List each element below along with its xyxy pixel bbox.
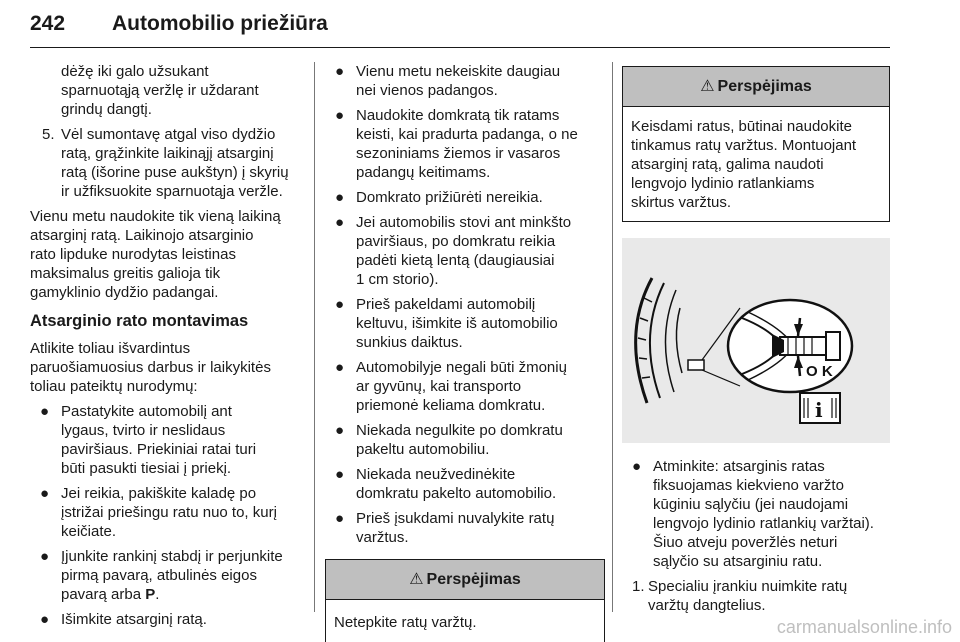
list-item: ● Atminkite: atsarginis ratas fiksuojamas kiekvieno varžto kūginiu sąlyčiu (jei naudojami lengvojo lydinio ratlankių varžtai). Šiuo atveju poveržlės neturi sąlyčio su atsarginiu ratu. <box>632 458 874 570</box>
list-item: ● Išimkite atsarginį ratą. <box>40 611 207 628</box>
column-divider <box>314 62 315 612</box>
step-number: 5. <box>42 126 55 143</box>
warning-title: Perspėjimas <box>717 78 812 95</box>
continued-text: dėžę iki galo užsukant sparnuotąją veržlę ir uždarant grindų dangtį. <box>61 63 259 118</box>
bullet-icon: ● <box>40 403 50 420</box>
bullet-icon: ● <box>40 548 50 565</box>
list-item: ● Naudokite domkratą tik ratams keisti, kai pradurta padanga, o ne sezoniniams žiemos ir vasaros padangų keitimams. <box>335 107 578 181</box>
list-item: ● Prieš pakeldami automobilį keltuvu, išimkite iš automobilio sunkius daiktus. <box>335 296 558 351</box>
step-5: 5. Vėl sumontavę atgal viso dydžio ratą, grąžinkite laikinąjį atsarginį ratą (išorine puse aukštyn) į skyrių ir užfiksuokite sparnuotąja veržle. <box>42 126 289 200</box>
list-item: ● Pastatykite automobilį ant lygaus, tvirto ir neslidaus paviršiaus. Priekiniai ratai turi būti pasukti tiesiai į priekį. <box>40 403 257 477</box>
column-middle <box>325 62 605 642</box>
column-divider <box>612 62 613 612</box>
section-heading: Atsarginio rato montavimas <box>30 312 249 330</box>
list-item: ● Niekada negulkite po domkratu pakeltu automobiliu. <box>335 422 563 458</box>
bullet-icon: ● <box>335 107 345 124</box>
bullet-icon: ● <box>335 359 345 376</box>
bullet-icon: ● <box>335 189 345 206</box>
bullet-icon: ● <box>335 466 345 483</box>
warning-box <box>325 559 605 642</box>
intro-paragraph: Atlikite toliau išvardintus paruošiamuosius darbus ir laikykitės toliau pateiktų nurodymų: <box>30 340 271 395</box>
warning-icon: ⚠ <box>409 571 424 588</box>
gear-p-label: P <box>145 586 156 603</box>
bullet-icon: ● <box>335 214 345 231</box>
list-item: ● Jei reikia, pakiškite kaladę po įstrižai priešingu ratu nuo to, kurį keičiate. <box>40 485 277 540</box>
bullet-icon: ● <box>40 611 50 628</box>
warning-icon: ⚠ <box>700 78 715 95</box>
page-number: 242 <box>30 12 66 35</box>
column-left <box>30 62 305 635</box>
bullet-icon: ● <box>335 63 345 80</box>
list-item: ● Jei automobilis stovi ant minkšto paviršiaus, po domkratu reikia padėti kietą lentą (daugiausiai 1 cm storio). <box>335 214 572 288</box>
list-item: ● Vienu metu nekeiskite daugiau nei vienos padangos. <box>335 63 561 99</box>
wheel-bolt-illustration <box>622 238 890 443</box>
wheel-bolt-icon <box>622 238 890 443</box>
list-item: ● Įjunkite rankinį stabdį ir perjunkite pirmą pavarą, atbulinės eigos pavarą arba P. <box>40 548 283 603</box>
figure-ok-label: O K <box>806 363 833 380</box>
warning-header <box>326 560 604 600</box>
page-title: Automobilio priežiūra <box>112 12 328 35</box>
warning-body: Netepkite ratų varžtų. <box>334 614 477 631</box>
warning-title: Perspėjimas <box>426 571 521 588</box>
spare-wheel-paragraph: Vienu metu naudokite tik vieną laikiną atsarginį ratą. Laikinojo atsarginio rato lipduke nurodytas leistinas maksimalus greitis galioja tik gamyklinio dydžio padangai. <box>30 208 281 301</box>
info-icon: i <box>815 398 823 422</box>
list-item: ● Automobilyje negali būti žmonių ar gyvūnų, kai transporto priemonė keliama domkratu. <box>335 359 567 414</box>
watermark: carmanualsonline.info <box>776 617 952 637</box>
list-item: ● Prieš įsukdami nuvalykite ratų varžtus. <box>335 510 555 546</box>
step-1: 1. Specialiu įrankiu nuimkite ratų varžtų dangtelius. <box>632 578 848 614</box>
list-item: ● Domkrato prižiūrėti nereikia. <box>335 189 543 206</box>
column-right <box>622 62 890 621</box>
step-number: 1. <box>632 578 645 595</box>
bullet-icon: ● <box>632 458 642 475</box>
warning-box <box>622 66 890 222</box>
warning-body: Keisdami ratus, būtinai naudokite tinkamus ratų varžtus. Montuojant atsarginį ratą, galima naudoti lengvojo lydinio ratlankiams skirtus varžtus. <box>631 118 857 211</box>
warning-header <box>623 67 889 107</box>
bullet-icon: ● <box>335 422 345 439</box>
bullet-icon: ● <box>335 296 345 313</box>
page-header <box>30 8 890 48</box>
bullet-icon: ● <box>40 485 50 502</box>
list-item: ● Niekada neužvedinėkite domkratu pakelto automobilio. <box>335 466 557 502</box>
bullet-icon: ● <box>335 510 345 527</box>
